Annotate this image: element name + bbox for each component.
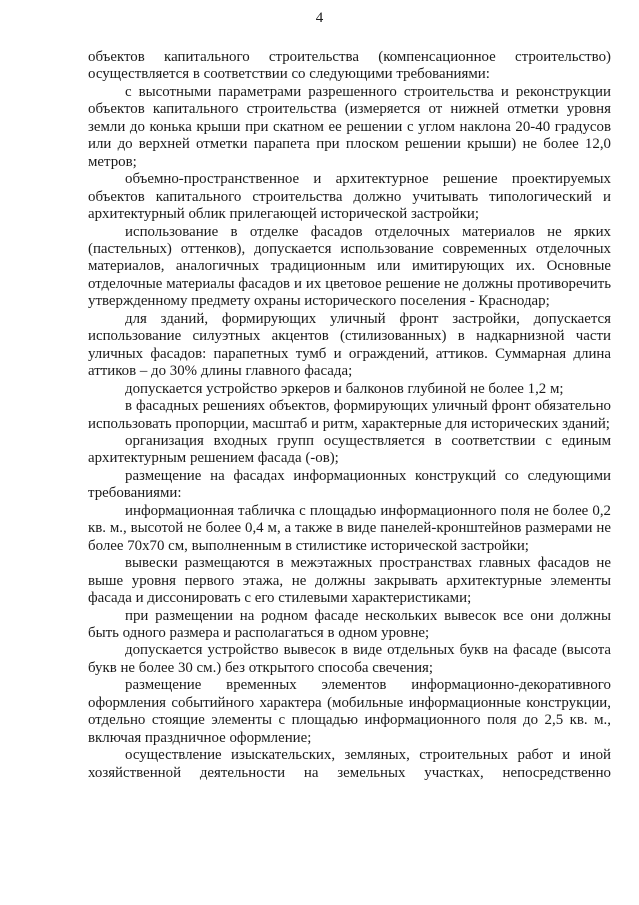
document-body (88, 49, 611, 782)
paragraph: вывески размещаются в межэтажных пространствах главных фасадов не выше уровня первого этажа, не должны закрывать архитектурные элементы фасада и диссонировать с его стилевыми характеристиками; (88, 555, 611, 607)
paragraph: объемно-пространственное и архитектурное решение проектируемых объектов капитального строительства должно учитывать типологический и архитектурный облик прилегающей исторической застройки; (88, 171, 611, 223)
paragraph: осуществление изыскательских, земляных, строительных работ и иной хозяйственной деятельности на земельных участках, непосредственно (88, 747, 611, 781)
page-number: 4 (315, 10, 324, 26)
paragraph: информационная табличка с площадью информационного поля не более 0,2 кв. м., высотой не более 0,4 м, а также в виде панелей-кронштейнов размерами не более 70х70 см, выполненным в стилистике исторической застройки; (88, 502, 611, 554)
paragraph: в фасадных решениях объектов, формирующих уличный фронт обязательно использовать пропорции, масштаб и ритм, характерные для исторических зданий; (88, 398, 611, 432)
paragraph: с высотными параметрами разрешенного строительства и реконструкции объектов капитального строительства (измеряется от нижней отметки уровня земли до конька крыши при скатном ее решении с углом наклона 20-40 градусов или до верхней отметки парапета при плоском решении крыши) не более 12,0 метров; (88, 83, 611, 170)
paragraph: допускается устройство эркеров и балконов глубиной не более 1,2 м; (125, 380, 564, 397)
paragraph: объектов капитального строительства (компенсационное строительство) осуществляется в соответствии со следующими требованиями: (88, 49, 611, 83)
paragraph: организация входных групп осуществляется в соответствии с единым архитектурным решением фасада (-ов); (88, 432, 611, 467)
paragraph: при размещении на родном фасаде нескольких вывесок все они должны быть одного размера и располагаться в одном уровне; (88, 607, 611, 641)
paragraph: допускается устройство вывесок в виде отдельных букв на фасаде (высота букв не более 30 см.) без открытого способа свечения; (88, 642, 611, 676)
paragraph: размещение на фасадах информационных конструкций со следующими требованиями: (88, 467, 611, 502)
paragraph: размещение временных элементов информационно-декоративного оформления событийного характера (мобильные информационные конструкции, отдельно стоящие элементы с площадью информационного поля до 2,5 кв. м., включая праздничное оформление; (88, 677, 611, 746)
paragraph: для зданий, формирующих уличный фронт застройки, допускается использование силуэтных акцентов (стилизованных) в надкарнизной части уличных фасадов: парапетных тумб и ограждений, аттиков. Суммарная длина аттиков – до 30% длины главного фасада; (88, 310, 611, 380)
paragraph: использование в отделке фасадов отделочных материалов не ярких (пастельных) оттенков), допускается использование современных отделочных материалов, аналогичных традиционным или имитирующих их. Основные отделочные материалы фасадов и их цветовое решение не должны противоречить утвержденному предмету охраны исторического поселения - Краснодар; (88, 223, 611, 310)
